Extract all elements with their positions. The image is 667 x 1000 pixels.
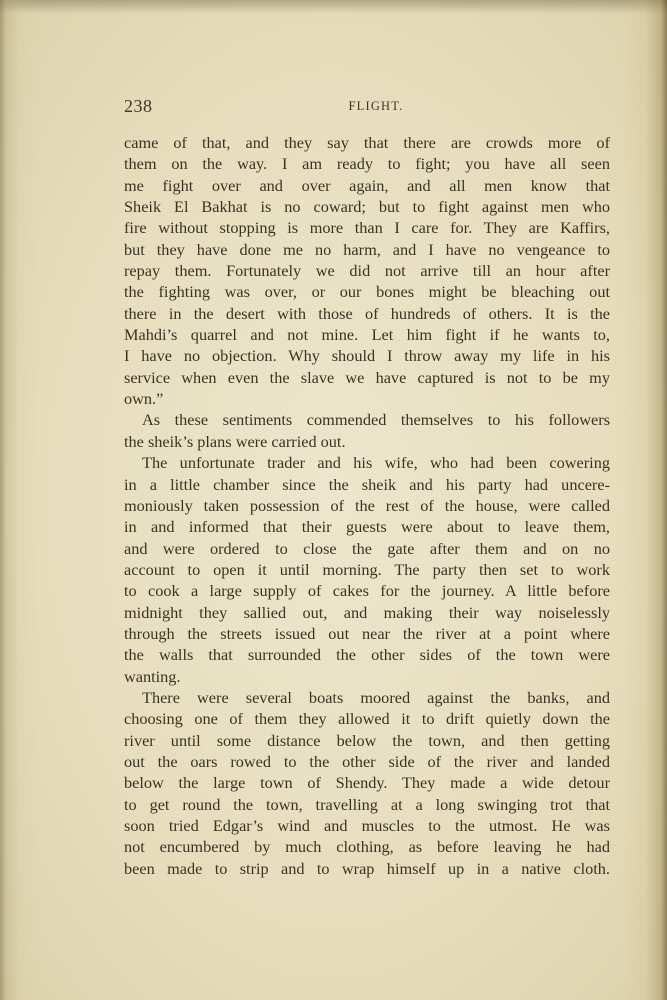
text-line: them on the way. I am ready to fight; you have all seen: [124, 154, 610, 174]
text-line: me fight over and over again, and all men know that: [124, 175, 610, 195]
text-line: below the large town of Shendy. They made a wide detour: [124, 773, 610, 793]
text-line: service when even the slave we have captured is not to be my: [124, 367, 610, 387]
running-head: [124, 96, 610, 122]
body-text: [124, 132, 610, 879]
text-line: account to open it until morning. The party then set to work: [124, 559, 610, 579]
text-line: to get round the town, travelling at a long swinging trot that: [124, 794, 610, 814]
text-line: soon tried Edgar’s wind and muscles to the utmost. He was: [124, 816, 610, 835]
text-line: Sheik El Bakhat is no coward; but to fight against men who: [124, 197, 610, 217]
text-line: not encumbered by much clothing, as before leaving he had: [124, 837, 610, 857]
text-line: I have no objection. Why should I throw away my life in his: [124, 346, 610, 366]
text-line: been made to strip and to wrap himself up in a native cloth.: [124, 858, 610, 878]
text-line: repay them. Fortunately we did not arrive till an hour after: [124, 261, 610, 281]
text-line: choosing one of them they allowed it to drift quietly down the: [124, 709, 610, 729]
text-line: to cook a large supply of cakes for the journey. A little before: [124, 581, 610, 601]
text-line: out the oars rowed to the other side of the river and landed: [124, 751, 610, 771]
text-line: midnight they sallied out, and making their way noiselessly: [124, 602, 610, 622]
text-line: there in the desert with those of hundreds of others. It is the: [124, 303, 610, 323]
text-line: the fighting was over, or our bones might be bleaching out: [124, 282, 610, 302]
text-line: moniously taken possession of the rest of the house, were called: [124, 495, 610, 515]
paragraph-first-line: As these sentiments commended themselves to his followers: [142, 410, 610, 430]
text-line: the walls that surrounded the other sides of the town were: [124, 645, 610, 665]
paragraph-first-line: The unfortunate trader and his wife, who had been cowering: [142, 453, 610, 473]
text-line: river until some distance below the town, and then getting: [124, 730, 610, 750]
paragraph-first-line: There were several boats moored against the banks, and: [142, 687, 610, 707]
text-line: in a little chamber since the sheik and his party had uncere-: [124, 474, 610, 494]
chapter-title: FLIGHT.: [348, 99, 404, 113]
text-line: fire without stopping is more than I care for. They are Kaffirs,: [124, 218, 610, 238]
text-line: and were ordered to close the gate after them and on no: [124, 538, 610, 558]
text-line: own.”: [124, 389, 164, 409]
text-line: came of that, and they say that there are crowds more of: [124, 133, 610, 152]
text-line: the sheik’s plans were carried out.: [124, 431, 346, 451]
text-line: Mahdi’s quarrel and not mine. Let him fight if he wants to,: [124, 325, 610, 345]
text-line: wanting.: [124, 666, 181, 686]
text-line: through the streets issued out near the river at a point where: [124, 623, 610, 643]
page-number: 238: [124, 96, 153, 116]
text-line: in and informed that their guests were about to leave them,: [124, 517, 610, 537]
text-line: but they have done me no harm, and I have no vengeance to: [124, 239, 610, 259]
